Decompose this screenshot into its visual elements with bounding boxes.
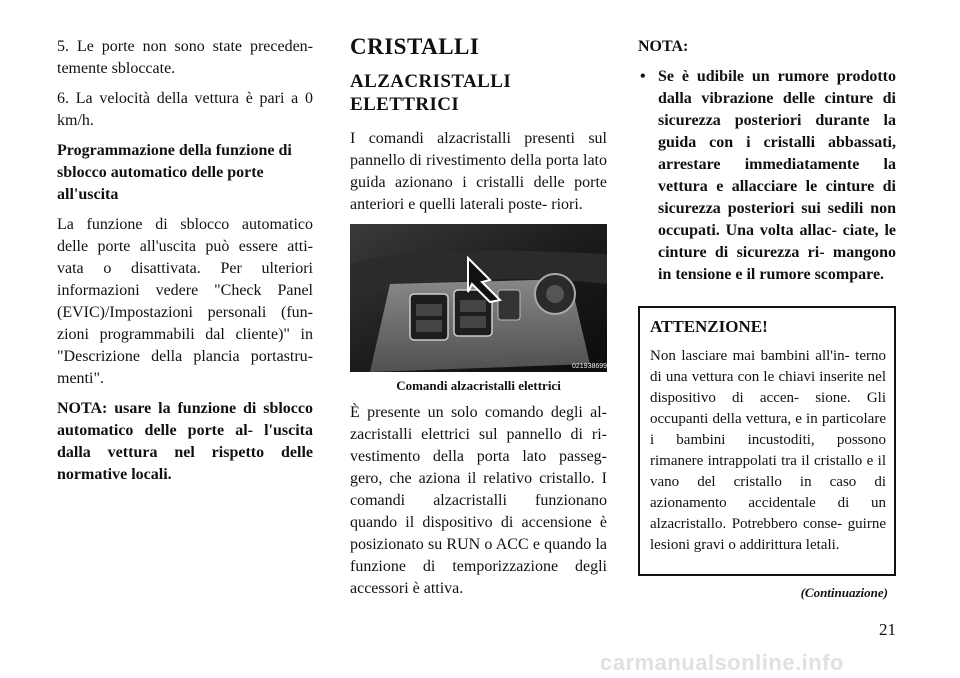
warning-title: ATTENZIONE! xyxy=(650,317,768,336)
note-list xyxy=(638,66,896,286)
left-column xyxy=(57,36,313,494)
continued-label: (Continuazione) xyxy=(800,585,888,600)
item-5-text: 5. Le porte non sono state preceden- temente sbloccate. xyxy=(57,38,313,77)
figure-code: 021938699 xyxy=(572,363,607,370)
warning-text: Non lasciare mai bambini all'in- terno di una vettura con le chiavi inserite nel dispositivo di accen- sione. Gli occupanti della vettura, e in particolare i bambini incustoditi, possono rimanere intrappolati tra il cristallo e il vano del cristallo in caso di azionamento accidentale di un alzacristallo. Potrebbero conse- guirne lesioni gravi o addirittura letali. xyxy=(650,348,886,553)
section-subtitle: ALZACRISTALLI ELETTRICI xyxy=(350,71,512,115)
page-number: 21 xyxy=(879,620,896,639)
figure-caption: Comandi alzacristalli elettrici xyxy=(396,378,561,393)
watermark: carmanualsonline.info xyxy=(600,650,844,675)
page-title: CRISTALLI xyxy=(350,34,480,59)
section-heading-auto-unlock: Programmazione della funzione di sblocco automatico delle porte all'uscita xyxy=(57,142,292,203)
middle-column xyxy=(350,36,607,608)
auto-unlock-note: NOTA: usare la funzione di sblocco automatico delle porte al- l'uscita dalla vettura nel rispetto delle normative locali. xyxy=(57,400,313,483)
item-6-text: 6. La velocità della vettura è pari a 0 km/h. xyxy=(57,90,313,129)
warning-box xyxy=(638,306,896,576)
note-bullet-item xyxy=(638,66,896,286)
window-switches-photo xyxy=(350,224,607,372)
auto-unlock-description: La funzione di sblocco automatico delle porte all'uscita può essere atti- vata o disattivata. Per ulteriori informazioni vedere "Check Panel (EVIC)/Impostazioni personali (fun- zioni programmabili dal cliente)" in "Descrizione della plancia portastru- menti". xyxy=(57,216,313,387)
note-label: NOTA: xyxy=(638,38,689,55)
bullet-dot: • xyxy=(640,68,646,85)
note-bullet-text: Se è udibile un rumore prodotto dalla vibrazione delle cinture di sicurezza posteriori durante la guida con i cristalli abbassati, arrestare immediatamente la vettura e allacciare le cinture di sicurezza posteriori sui sedili non occupati. Una volta allac- ciate, le cinture di sicurezza ri- mangono in tensione e il rumore scompare. xyxy=(658,68,896,283)
passenger-window-text: È presente un solo comando degli al- zacristalli elettrici sul pannello di ri- vestimento della porta lato passeg- gero, che aziona il relativo cristallo. I comandi alzacristalli funzionano quando il dispositivo di accensione è posizionato su RUN o ACC e quando la funzione di temporizzazione degli accessori è attiva. xyxy=(350,404,607,597)
right-column xyxy=(638,36,896,612)
window-controls-intro: I comandi alzacristalli presenti sul pannello di rivestimento della porta lato guida azionano i cristalli delle porte anteriori e quelli laterali poste- riori. xyxy=(350,130,607,213)
